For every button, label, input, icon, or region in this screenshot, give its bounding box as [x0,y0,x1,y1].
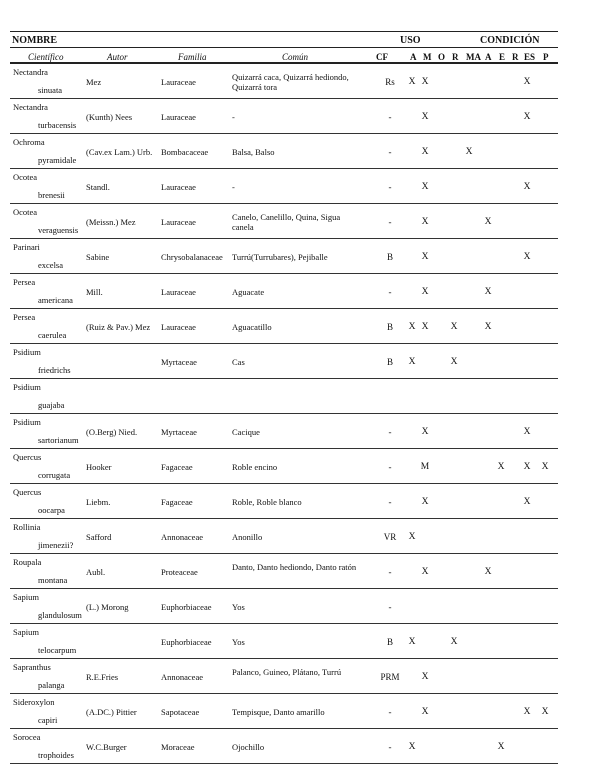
family-cell: Annonaceae [161,532,204,542]
common-name-cell: Roble encino [232,462,278,472]
author-cell: Standl. [86,182,110,192]
mark-m: X [421,322,429,332]
mark-p: X [541,462,549,472]
mark-a: X [408,637,416,647]
genus-cell: Ocotea [13,207,38,217]
mark-m: X [421,497,429,507]
cf-cell: - [388,287,392,297]
mark-m: M [420,462,430,472]
common-name-cell: Palanco, Guineo, Plátano, Turrú [232,667,342,677]
familia-header: Familia [178,52,207,62]
cf-header: CF [376,52,388,62]
col-a2: A [485,52,492,62]
author-cell: Hooker [86,462,112,472]
mark-m: X [421,182,429,192]
nombre-header: NOMBRE [12,35,57,46]
species-cell: corrugata [38,470,71,480]
genus-cell: Quercus [13,452,42,462]
common-name-cell: Aguacatillo [232,322,272,332]
common-name-cell: Anonillo [232,532,263,542]
author-cell: (Cav.ex Lam.) Urb. [86,147,153,157]
species-cell: guajaba [38,400,65,410]
family-cell: Lauraceae [161,112,196,122]
cf-cell: - [388,567,392,577]
mark-es: X [523,462,531,472]
col-a: A [410,52,417,62]
author-cell: Aubl. [86,567,106,577]
mark-a: X [408,77,416,87]
mark-a: X [408,532,416,542]
mark-ma: X [465,147,473,157]
mark-m: X [421,287,429,297]
autor-header: Autor [107,52,128,62]
col-o: O [438,52,446,62]
mark-m: X [421,217,429,227]
cientifico-header: Científico [28,52,64,62]
family-cell: Bombacaceae [161,147,209,157]
cf-cell: - [388,707,392,717]
table-row [10,659,558,694]
genus-cell: Ocotea [13,172,38,182]
table-row [10,449,558,484]
cf-cell: - [388,182,392,192]
cf-cell: - [388,112,392,122]
common-name-cell: Balsa, Balso [232,147,275,157]
mark-r: X [450,322,458,332]
mark-a: X [408,357,416,367]
mark-es: X [523,182,531,192]
family-cell: Annonaceae [161,672,204,682]
species-cell: friedrichs [38,365,71,375]
author-cell: W.C.Burger [86,742,127,752]
genus-cell: Quercus [13,487,42,497]
mark-a2: X [484,217,492,227]
genus-cell: Psidium [13,382,41,392]
mark-m: X [421,427,429,437]
table-row [10,729,558,764]
family-cell: Lauraceae [161,287,196,297]
comun-header: Común [282,52,309,62]
family-cell: Sapotaceae [161,707,200,717]
col-ma: MA [466,52,481,62]
mark-es: X [523,252,531,262]
genus-cell: Psidium [13,417,41,427]
table-row [10,519,558,554]
author-cell: (O.Berg) Nied. [86,427,138,437]
cf-cell: - [388,217,392,227]
header-mid-rule [10,47,558,48]
cf-cell: B [386,637,393,647]
mark-a: X [408,742,416,752]
species-cell: montana [38,575,68,585]
mark-a2: X [484,567,492,577]
cf-cell: - [388,462,392,472]
mark-es: X [523,112,531,122]
mark-es: X [523,497,531,507]
table-row [10,414,558,449]
species-cell: capiri [38,715,58,725]
table-row [10,169,558,204]
family-cell: Fagaceae [161,497,193,507]
table-row [10,64,558,99]
species-cell: pyramidale [38,155,77,165]
species-cell: caerulea [38,330,67,340]
mark-r: X [450,357,458,367]
family-cell: Euphorbiaceae [161,637,212,647]
family-cell: Moraceae [161,742,195,752]
cf-cell: B [386,357,393,367]
author-cell: (Meissn.) Mez [86,217,136,227]
common-name-cell: Ojochillo [232,742,265,752]
common-name-cell: Canelo, Canelillo, Quina, Sigua canela [232,212,341,232]
mark-es: X [523,427,531,437]
table-row [10,379,558,414]
cf-cell: - [388,497,392,507]
common-name-cell: Roble, Roble blanco [232,497,302,507]
mark-m: X [421,112,429,122]
common-name-cell: Cacique [232,427,260,437]
mark-a2: X [484,322,492,332]
common-name-cell: Danto, Danto hediondo, Danto ratón [232,562,357,572]
mark-a2: X [484,287,492,297]
author-cell: R.E.Fries [86,672,119,682]
col-r: R [452,52,459,62]
family-cell: Chrysobalanaceae [161,252,223,262]
table-row [10,204,558,239]
author-cell: (Kunth) Nees [86,112,133,122]
species-cell: oocarpa [38,505,65,515]
author-cell: Mez [86,77,102,87]
table-row [10,554,558,589]
author-cell: Sabine [86,252,110,262]
mark-m: X [421,707,429,717]
author-cell: (Ruiz & Pav.) Mez [86,322,151,332]
common-name-cell: - [232,182,235,192]
cf-cell: PRM [380,672,400,682]
species-cell: excelsa [38,260,64,270]
genus-cell: Psidium [13,347,41,357]
table-row [10,239,558,274]
mark-m: X [421,147,429,157]
cf-cell: B [386,252,393,262]
family-cell: Fagaceae [161,462,193,472]
family-cell: Lauraceae [161,182,196,192]
common-name-cell: Tempisque, Danto amarillo [232,707,325,717]
cf-cell: - [388,742,392,752]
table-row [10,99,558,134]
genus-cell: Nectandra [13,102,48,112]
mark-m: X [421,252,429,262]
table-row [10,694,558,729]
table-row [10,624,558,659]
genus-cell: Sideroxylon [13,697,55,707]
family-cell: Myrtaceae [161,427,197,437]
author-cell: Safford [86,532,112,542]
mark-m: X [421,77,429,87]
mark-m: X [421,672,429,682]
family-cell: Proteaceae [161,567,198,577]
common-name-cell: Cas [232,357,245,367]
mark-e: X [497,462,505,472]
mark-a: X [408,322,416,332]
cf-cell: VR [383,532,397,542]
table-row [10,484,558,519]
species-cell: glandulosum [38,610,82,620]
author-cell: Liebm. [86,497,111,507]
genus-cell: Nectandra [13,67,48,77]
genus-cell: Sapranthus [13,662,51,672]
cf-cell: B [386,322,393,332]
table-row [10,344,558,379]
table-row [10,309,558,344]
cf-cell: Rs [385,77,395,87]
col-r2: R [512,52,519,62]
species-cell: turbacensis [38,120,77,130]
common-name-cell: - [232,112,235,122]
species-cell: americana [38,295,73,305]
genus-cell: Persea [13,277,36,287]
mark-p: X [541,707,549,717]
common-name-cell: Yos [232,602,245,612]
mark-e: X [497,742,505,752]
species-cell: trophoides [38,750,74,760]
genus-cell: Parinari [13,242,40,252]
mark-r: X [450,637,458,647]
common-name-cell: Quizarrá caca, Quizarrá hediondo, Quizarrá tora [232,72,349,92]
species-cell: sartorianum [38,435,79,445]
genus-cell: Persea [13,312,36,322]
cf-cell: - [388,427,392,437]
common-name-cell: Yos [232,637,245,647]
col-es: ES [524,52,536,62]
common-name-cell: Turrú(Turrubares), Pejiballe [232,252,328,262]
genus-cell: Roupala [13,557,42,567]
family-cell: Myrtaceae [161,357,197,367]
genus-cell: Sapium [13,592,39,602]
author-cell: (L.) Morong [86,602,129,612]
cf-cell: - [388,147,392,157]
mark-m: X [421,567,429,577]
species-cell: veraguensis [38,225,79,235]
mark-es: X [523,707,531,717]
species-cell: sinuata [38,85,63,95]
col-m: M [423,52,432,62]
table-row [10,134,558,169]
genus-cell: Rollinia [13,522,41,532]
species-cell: palanga [38,680,65,690]
genus-cell: Sorocea [13,732,41,742]
mark-es: X [523,77,531,87]
table-row [10,589,558,624]
common-name-cell: Aguacate [232,287,265,297]
cf-cell: - [388,602,392,612]
family-cell: Lauraceae [161,217,196,227]
family-cell: Lauraceae [161,322,196,332]
author-cell: Mill. [86,287,103,297]
genus-cell: Ochroma [13,137,45,147]
uso-header: USO [400,35,421,46]
author-cell: (A.DC.) Pittier [86,707,137,717]
species-cell: telocarpum [38,645,77,655]
top-rule [10,31,558,32]
condicion-header: CONDICIÓN [480,35,540,46]
col-p: P [543,52,549,62]
species-cell: jimenezii? [38,540,74,550]
col-e: E [499,52,506,62]
table-row [10,274,558,309]
family-cell: Lauraceae [161,77,196,87]
genus-cell: Sapium [13,627,39,637]
species-cell: brenesii [38,190,65,200]
family-cell: Euphorbiaceae [161,602,212,612]
